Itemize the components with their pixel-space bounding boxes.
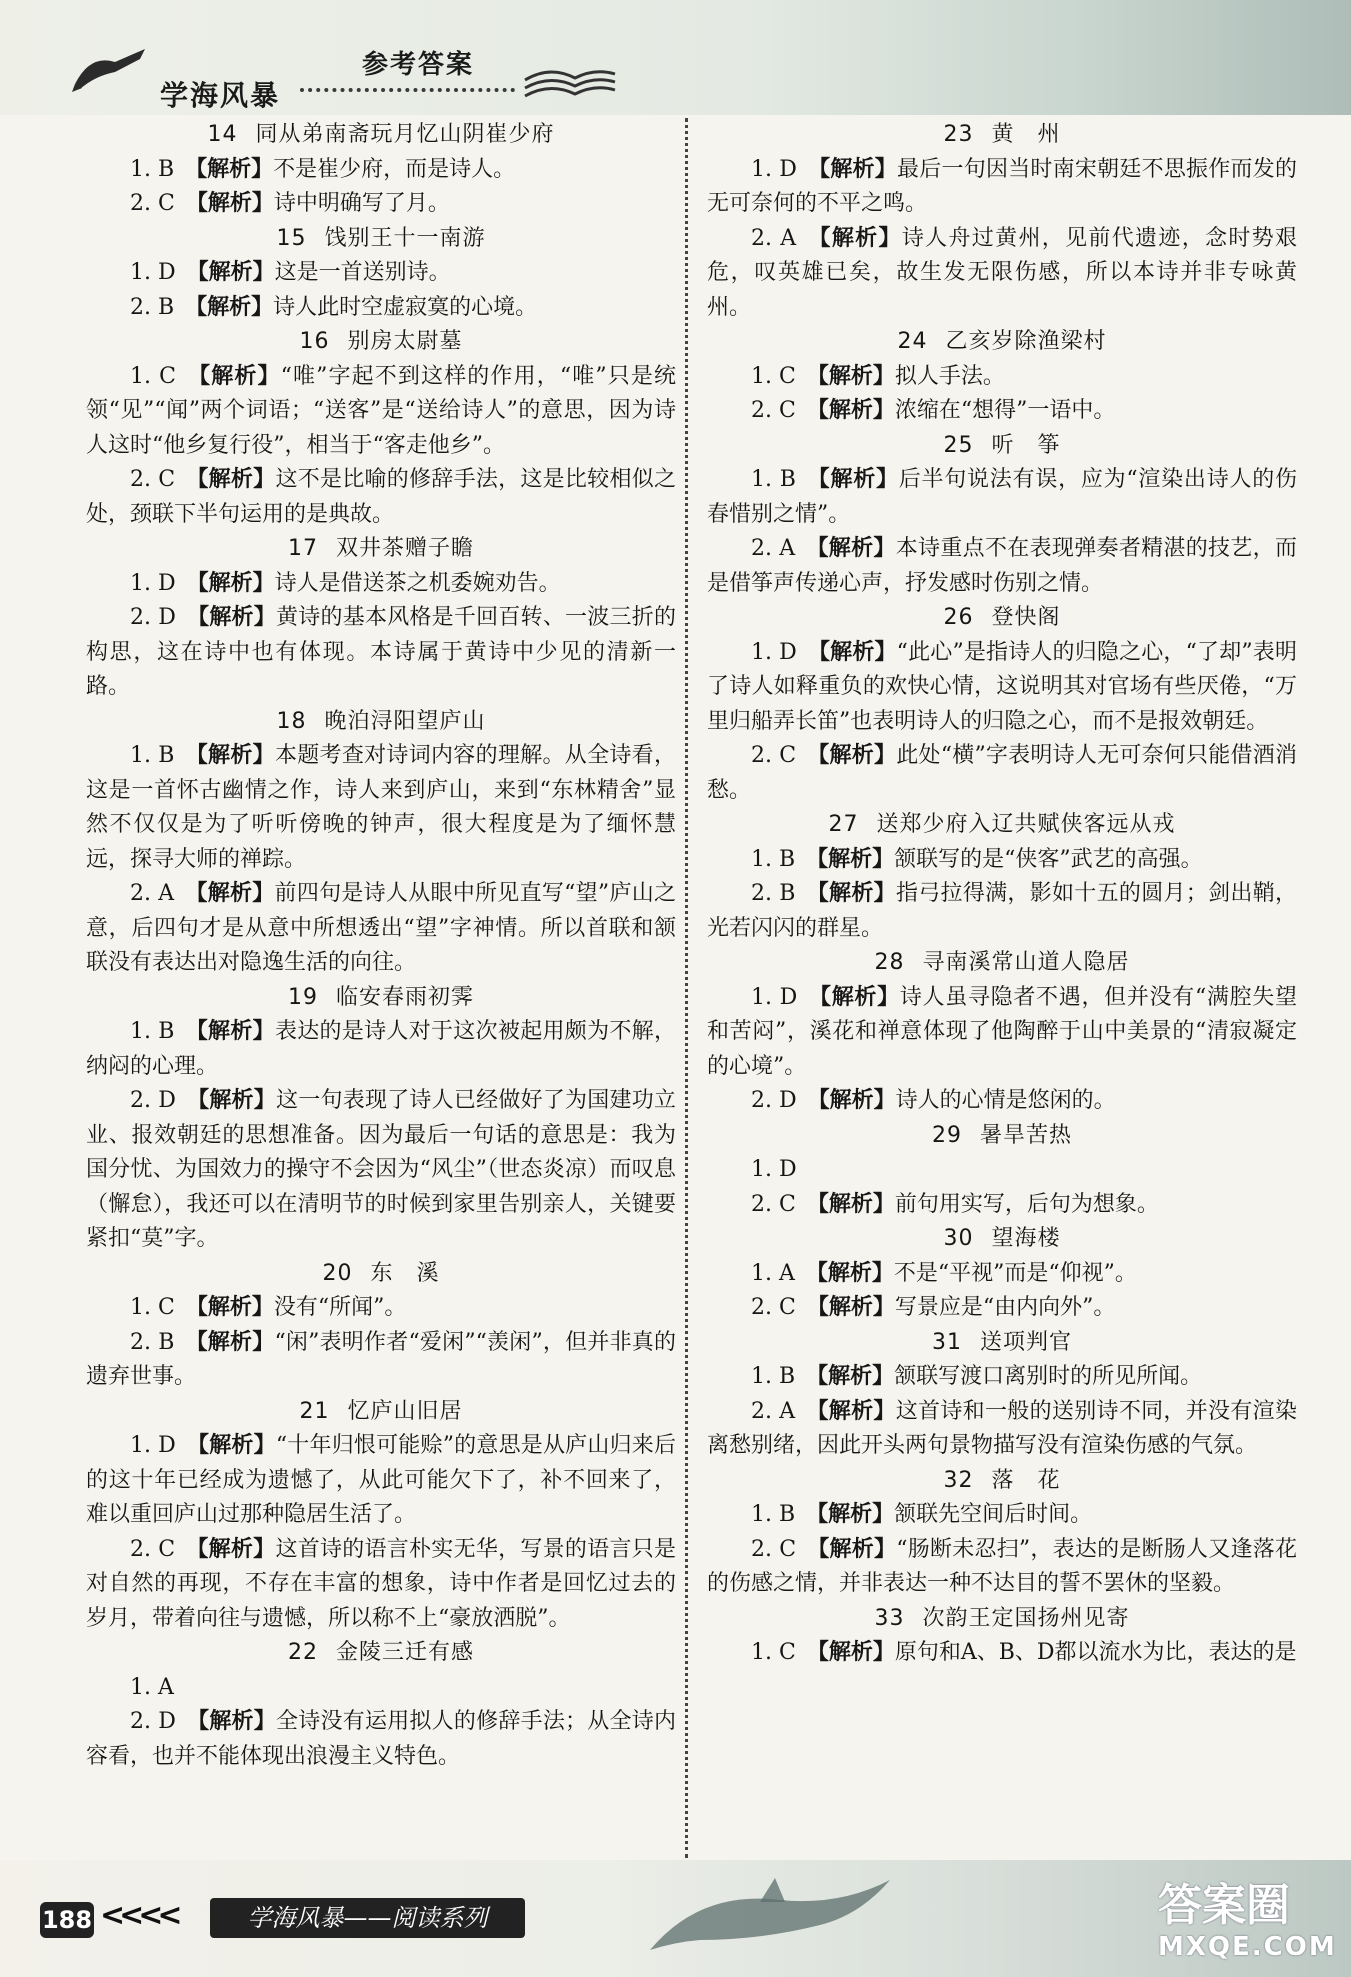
answer-choice: 2. A <box>751 225 797 251</box>
pen-icon <box>70 44 150 94</box>
poem-title <box>86 981 676 1016</box>
poem-name: 同从弟南斋玩月忆山阴崔少府 <box>255 122 555 147</box>
analysis-tag: 【解析】 <box>806 1191 895 1217</box>
answer-choice: 1. B <box>751 1364 796 1389</box>
answer-item <box>707 1360 1297 1395</box>
analysis-tag: 【解析】 <box>185 881 275 906</box>
answer-item <box>707 739 1297 808</box>
analysis-text: 黄诗的基本风格是千回百转、一波三折的构思，这在诗中也有体现。本诗属于黄诗中少见的清新一路。 <box>86 605 676 699</box>
poem-title <box>707 1222 1297 1257</box>
answer-choice: 1. A <box>751 1260 795 1286</box>
analysis-tag: 【解析】 <box>186 605 277 630</box>
analysis-text: 没有“所闻”。 <box>273 1295 407 1320</box>
answer-item <box>86 291 676 326</box>
analysis-tag: 【解析】 <box>805 1260 894 1286</box>
poem-number: 20 <box>322 1260 353 1286</box>
answer-choice: 2. C <box>751 1191 796 1217</box>
answer-choice: 2. A <box>751 1398 796 1424</box>
poem-name: 别房太尉墓 <box>347 329 463 354</box>
analysis-text: 前句用实写，后句为想象。 <box>894 1191 1159 1217</box>
left-column <box>86 118 676 1774</box>
analysis-tag: 【解析】 <box>806 1502 895 1527</box>
poem-title <box>707 1602 1297 1637</box>
analysis-text: 颔联写渡口离别时的所见所闻。 <box>894 1364 1203 1389</box>
answer-item <box>86 1671 676 1706</box>
answer-choice: 1. A <box>130 1674 174 1700</box>
answer-choice: 1. D <box>130 260 176 285</box>
analysis-tag: 【解析】 <box>806 467 899 492</box>
poem-name: 寻南溪常山道人隐居 <box>922 950 1130 975</box>
analysis-tag: 【解析】 <box>186 1088 277 1113</box>
answer-choice: 2. C <box>130 191 175 216</box>
analysis-tag: 【解析】 <box>806 398 895 423</box>
answer-item <box>86 1705 676 1774</box>
analysis-text: 这首诗的语言朴实无华，写景的语言只是对自然的再现，不存在丰富的想象，诗中作者是回忆过去的岁月，带着向往与遗憾，所以称不上“豪放洒脱”。 <box>86 1536 676 1631</box>
poem-number: 22 <box>287 1640 318 1665</box>
answer-item <box>86 1015 676 1084</box>
analysis-text: 全诗没有运用拟人的修辞手法；从全诗内容看，也并不能体现出浪漫主义特色。 <box>86 1709 676 1769</box>
answer-item <box>86 463 676 532</box>
answer-item <box>707 1291 1297 1326</box>
poem-name: 晚泊浔阳望庐山 <box>324 708 486 734</box>
poem-name: 送项判官 <box>979 1329 1072 1355</box>
analysis-text: 指弓拉得满，影如十五的圆月；剑出鞘，光若闪闪的群星。 <box>707 881 1297 941</box>
answer-item <box>86 1533 676 1637</box>
answer-choice: 1. D <box>751 156 797 182</box>
analysis-tag: 【解析】 <box>185 1019 275 1044</box>
column-divider <box>685 118 688 1858</box>
poem-number: 27 <box>828 812 859 837</box>
analysis-text: 不是崔少府，而是诗人。 <box>273 156 516 182</box>
poem-number: 19 <box>287 984 318 1010</box>
poem-name: 饯别王十一南游 <box>324 225 486 251</box>
poem-name: 登快阁 <box>991 605 1061 630</box>
poem-number: 16 <box>299 329 330 354</box>
analysis-text: 此处“横”字表明诗人无可奈何只能借酒消愁。 <box>707 743 1297 803</box>
poem-title <box>86 325 676 360</box>
poem-number: 18 <box>276 708 307 734</box>
answer-item <box>707 1498 1297 1533</box>
analysis-tag: 【解析】 <box>186 1709 277 1734</box>
answer-item <box>707 1395 1297 1464</box>
analysis-text: “肠断未忍扫”，表达的是断肠人又逢落花的伤感之情，并非表达一种不达目的誓不罢休的坚毅。 <box>707 1536 1297 1596</box>
analysis-text: 最后一句因当时南宋朝廷不思振作而发的无可奈何的不平之鸣。 <box>707 156 1297 216</box>
analysis-tag: 【解析】 <box>186 363 281 389</box>
section-title: 参考答案 <box>362 50 475 80</box>
analysis-text: 诗人是借送茶之机委婉劝告。 <box>274 570 561 596</box>
analysis-text: 颔联先空间后时间。 <box>894 1502 1093 1527</box>
poem-number: 17 <box>287 536 318 561</box>
poem-name: 落 花 <box>991 1467 1061 1493</box>
analysis-tag: 【解析】 <box>808 984 900 1010</box>
answer-item <box>86 1429 676 1533</box>
analysis-tag: 【解析】 <box>806 1364 895 1389</box>
analysis-text: 前四句是诗人从眼中所见直写“望”庐山之意，后四句才是从意中所想透出“望”字神情。所以首联和颔联没有表达出对隐逸生活的向往。 <box>86 881 676 975</box>
poem-name: 忆庐山旧居 <box>347 1398 463 1424</box>
analysis-text: 这是一首送别诗。 <box>274 260 451 285</box>
answer-choice: 1. D <box>751 984 798 1010</box>
poem-number: 28 <box>874 950 905 975</box>
poem-title <box>86 532 676 567</box>
poem-name: 双井茶赠子瞻 <box>335 536 474 561</box>
answer-item <box>86 187 676 222</box>
answer-choice: 2. C <box>751 1295 796 1320</box>
analysis-text: 诗人虽寻隐者不遇，但并没有“满腔失望和苦闷”，溪花和禅意体现了他陶醉于山中美景的“清寂凝定的心境”。 <box>707 984 1297 1079</box>
poem-title <box>86 1395 676 1430</box>
analysis-text: 颔联写的是“侠客”武艺的高强。 <box>894 846 1203 872</box>
analysis-tag: 【解析】 <box>185 1329 275 1355</box>
poem-title <box>707 601 1297 636</box>
answer-item <box>86 877 676 981</box>
answer-item <box>707 636 1297 740</box>
answer-choice: 1. D <box>751 639 797 665</box>
poem-name: 黄 州 <box>991 122 1061 147</box>
right-column <box>707 118 1297 1671</box>
answer-item <box>86 601 676 705</box>
answer-item <box>707 877 1297 946</box>
analysis-text: 这首诗和一般的送别诗不同，并没有渲染离愁别绪，因此开头两句景物描写没有渲染伤感的气氛。 <box>707 1398 1297 1458</box>
answer-choice: 1. C <box>130 363 176 389</box>
analysis-text: 诗人的心情是悠闲的。 <box>895 1088 1116 1113</box>
analysis-text: 浓缩在“想得”一语中。 <box>894 398 1116 423</box>
answer-item <box>707 394 1297 429</box>
chevrons-icon: <<<< <box>100 1898 177 1933</box>
answer-item <box>86 256 676 291</box>
poem-name: 暑旱苦热 <box>979 1122 1072 1148</box>
answer-item <box>707 1533 1297 1602</box>
poem-number: 33 <box>874 1605 905 1631</box>
answer-choice: 2. A <box>130 881 175 906</box>
analysis-text: 诗人舟过黄州，见前代遗迹，念时势艰危，叹英雄已矣，故生发无限伤感，所以本诗并非专咏黄州。 <box>707 225 1297 320</box>
answer-choice: 2. B <box>751 881 796 906</box>
analysis-text: 本题考查对诗词内容的理解。从全诗看，这是一首怀古幽情之作，诗人来到庐山，来到“东林精舍”显然不仅仅是为了听听傍晚的钟声，很大程度是为了缅怀慧远，探寻大师的禅踪。 <box>86 743 676 872</box>
answer-choice: 2. C <box>751 743 797 768</box>
poem-number: 31 <box>931 1329 962 1355</box>
answer-item <box>707 1636 1297 1671</box>
analysis-tag: 【解析】 <box>807 156 898 182</box>
answer-choice: 2. C <box>751 398 796 423</box>
analysis-tag: 【解析】 <box>185 294 274 320</box>
poem-title <box>707 808 1297 843</box>
analysis-text: 原句和A、B、D都以流水为比，表达的是 <box>894 1640 1297 1665</box>
book-icon <box>520 60 620 100</box>
poem-number: 15 <box>276 225 307 251</box>
answer-choice: 1. C <box>751 363 796 389</box>
analysis-text: 表达的是诗人对于这次被起用颇为不解，纳闷的心理。 <box>86 1019 676 1079</box>
analysis-text: 后半句说法有误，应为“渲染出诗人的伤春惜别之情”。 <box>707 467 1297 527</box>
analysis-tag: 【解析】 <box>186 1536 276 1562</box>
answer-item <box>707 360 1297 395</box>
poem-title <box>86 1257 676 1292</box>
answer-choice: 2. C <box>130 1536 176 1562</box>
dolphin-icon <box>640 1870 900 1970</box>
analysis-text: “十年归恨可能赊”的意思是从庐山归来后的这十年已经成为遗憾了，从此可能欠下了，补不回来了，难以重回庐山过那种隐居生活了。 <box>86 1433 676 1527</box>
analysis-text: 本诗重点不在表现弹奏者精湛的技艺，而是借筝声传递心声，抒发感时伤别之情。 <box>707 536 1297 596</box>
analysis-text: 诗人此时空虚寂寞的心境。 <box>273 294 538 320</box>
answer-choice: 1. B <box>130 156 175 182</box>
poem-name: 金陵三迁有感 <box>335 1640 474 1665</box>
answer-choice: 1. C <box>130 1295 175 1320</box>
answer-item <box>707 153 1297 222</box>
answer-item <box>707 1084 1297 1119</box>
poem-title <box>86 118 676 153</box>
analysis-tag: 【解析】 <box>186 260 275 285</box>
poem-number: 21 <box>299 1398 330 1424</box>
poem-title <box>707 429 1297 464</box>
answer-choice: 2. D <box>130 1709 176 1734</box>
answer-item <box>86 1291 676 1326</box>
poem-title <box>707 946 1297 981</box>
analysis-tag: 【解析】 <box>806 881 896 906</box>
poem-name: 望海楼 <box>991 1226 1061 1251</box>
answer-item <box>707 1188 1297 1223</box>
poem-number: 32 <box>943 1467 974 1493</box>
poem-title <box>86 705 676 740</box>
answer-item <box>707 981 1297 1085</box>
analysis-text: 这不是比喻的修辞手法，这是比较相似之处，颈联下半句运用的是典故。 <box>86 467 676 527</box>
poem-title <box>86 222 676 257</box>
poem-title <box>707 1119 1297 1154</box>
answer-item <box>707 1153 1297 1188</box>
poem-name: 送郑少府入辽共赋侠客远从戎 <box>876 812 1176 837</box>
analysis-text: “此心”是指诗人的归隐之心，“了却”表明了诗人如释重负的欢快心情，这说明其对官场有些厌倦，“万里归船弄长笛”也表明诗人的归隐之心，而不是报效朝廷。 <box>707 639 1297 734</box>
analysis-tag: 【解析】 <box>806 536 896 561</box>
answer-choice: 2. D <box>130 1088 176 1113</box>
poem-title <box>86 1636 676 1671</box>
answer-item <box>86 739 676 877</box>
analysis-tag: 【解析】 <box>806 1295 895 1320</box>
analysis-text: 诗中明确写了月。 <box>273 191 450 216</box>
analysis-tag: 【解析】 <box>186 1433 276 1458</box>
answer-choice: 2. D <box>130 605 176 630</box>
poem-name: 东 溪 <box>370 1260 440 1286</box>
analysis-tag: 【解析】 <box>185 156 274 182</box>
answer-choice: 1. B <box>751 846 796 872</box>
analysis-tag: 【解析】 <box>185 743 275 768</box>
answer-item <box>86 567 676 602</box>
answer-item <box>707 532 1297 601</box>
watermark-top: 答案圈 <box>1158 1880 1290 1931</box>
analysis-text: 不是“平视”而是“仰视”。 <box>893 1260 1137 1286</box>
answer-choice: 2. C <box>130 467 176 492</box>
answer-choice: 2. D <box>751 1088 797 1113</box>
poem-title <box>707 325 1297 360</box>
analysis-tag: 【解析】 <box>806 363 895 389</box>
answer-item <box>86 1326 676 1395</box>
answer-choice: 1. D <box>751 1157 797 1182</box>
poem-number: 14 <box>207 122 238 147</box>
answer-choice: 1. B <box>130 1019 175 1044</box>
poem-name: 乙亥岁除渔梁村 <box>945 329 1107 354</box>
analysis-tag: 【解析】 <box>806 846 895 872</box>
answer-item <box>86 1084 676 1257</box>
answer-item <box>707 843 1297 878</box>
answer-choice: 2. B <box>130 294 175 320</box>
watermark-logo <box>1158 1880 1348 1975</box>
poem-number: 23 <box>943 122 974 147</box>
analysis-tag: 【解析】 <box>807 225 902 251</box>
analysis-tag: 【解析】 <box>186 467 276 492</box>
analysis-tag: 【解析】 <box>186 570 275 596</box>
analysis-text: 写景应是“由内向外”。 <box>894 1295 1116 1320</box>
poem-number: 29 <box>931 1122 962 1148</box>
brand-title: 学海风暴 <box>160 79 281 112</box>
answer-choice: 2. A <box>751 536 796 561</box>
answer-item <box>707 1257 1297 1292</box>
poem-name: 次韵王定国扬州见寄 <box>922 1605 1130 1631</box>
poem-title <box>707 118 1297 153</box>
answer-choice: 1. D <box>130 1433 176 1458</box>
poem-number: 26 <box>943 605 974 630</box>
series-title: 学海风暴——阅读系列 <box>210 1898 525 1938</box>
poem-name: 听 筝 <box>991 432 1061 458</box>
page-header <box>0 0 1351 115</box>
answer-choice: 1. B <box>751 467 796 492</box>
answer-item <box>707 463 1297 532</box>
answer-choice: 1. B <box>751 1502 796 1527</box>
analysis-tag: 【解析】 <box>807 639 897 665</box>
poem-number: 30 <box>943 1226 974 1251</box>
analysis-tag: 【解析】 <box>807 1088 896 1113</box>
page-number: 188 <box>40 1902 94 1938</box>
analysis-tag: 【解析】 <box>806 1640 895 1665</box>
analysis-text: “闲”表明作者“爱闲”“羡闲”，但并非真的遗弃世事。 <box>86 1329 676 1389</box>
answer-item <box>86 360 676 464</box>
analysis-tag: 【解析】 <box>185 191 274 216</box>
answer-item <box>86 153 676 188</box>
answer-choice: 2. C <box>751 1536 797 1562</box>
analysis-tag: 【解析】 <box>807 743 897 768</box>
analysis-text: 拟人手法。 <box>894 363 1005 389</box>
header-dotted-rule <box>300 88 515 92</box>
poem-number: 24 <box>897 329 928 354</box>
answer-choice: 2. B <box>130 1329 175 1355</box>
answer-choice: 1. B <box>130 743 175 768</box>
poem-name: 临安春雨初霁 <box>335 984 474 1010</box>
analysis-tag: 【解析】 <box>185 1295 274 1320</box>
poem-number: 25 <box>943 432 974 458</box>
answer-item <box>707 222 1297 326</box>
analysis-text: 这一句表现了诗人已经做好了为国建功立业、报效朝廷的思想准备。因为最后一句话的意思是：我为国分忧、为国效力的操守不会因为“风尘”（世态炎凉）而叹息（懈怠），我还可以在清明节的时候到家里告别亲人，关键要紧扣“莫”字。 <box>86 1088 676 1251</box>
analysis-text: “唯”字起不到这样的作用，“唯”只是统领“见”“闻”两个词语；“送客”是“送给诗人”的意思，因为诗人这时“他乡复行役”，相当于“客走他乡”。 <box>86 363 676 458</box>
answer-choice: 1. C <box>751 1640 796 1665</box>
poem-title <box>707 1464 1297 1499</box>
analysis-tag: 【解析】 <box>806 1398 896 1424</box>
analysis-tag: 【解析】 <box>807 1536 897 1562</box>
poem-title <box>707 1326 1297 1361</box>
watermark-bottom: MXQE.COM <box>1158 1932 1337 1962</box>
answer-choice: 1. D <box>130 570 176 596</box>
